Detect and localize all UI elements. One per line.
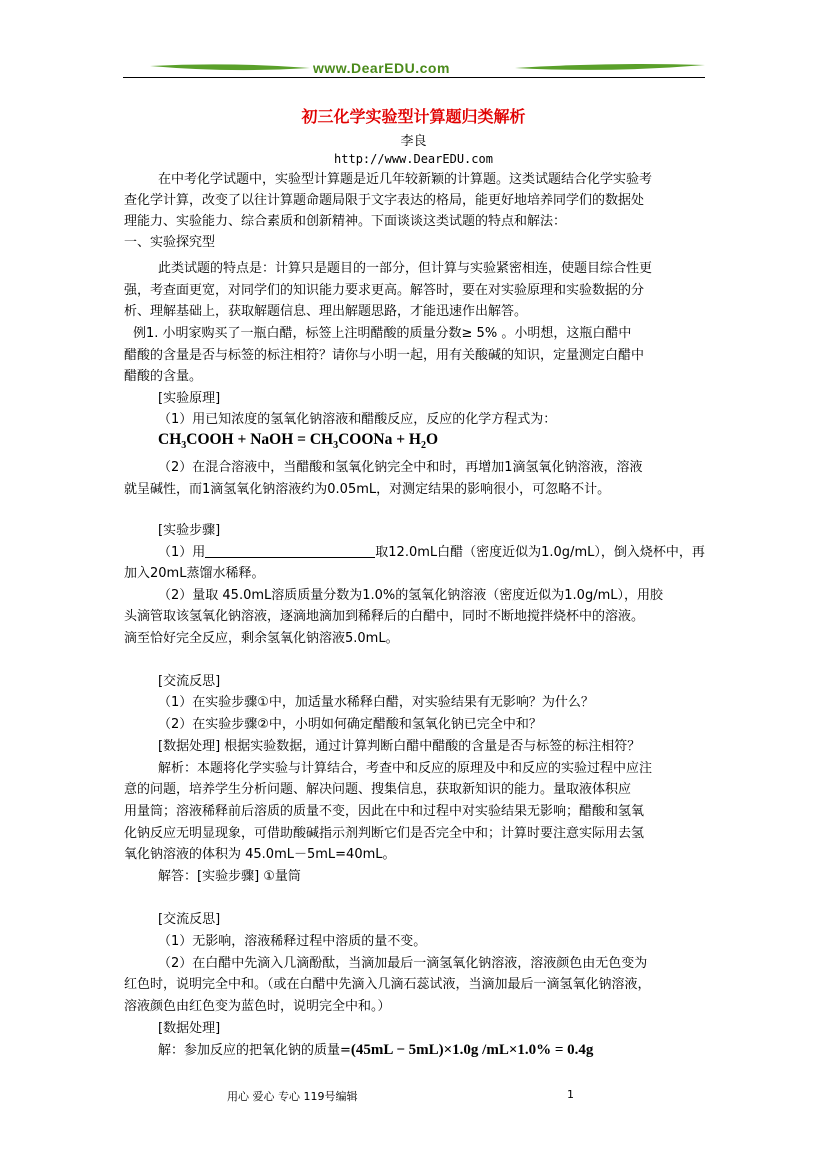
paragraph-line: 查化学计算，改变了以往计算题命题局限于文字表达的格局，能更好地培养同学们的数据处 — [124, 193, 645, 208]
example-line: 醋酸的含量是否与标签的标注相符？请你与小明一起，用有关酸碱的知识，定量测定白醋中 — [124, 348, 645, 363]
principle-line: （1）用已知浓度的氢氧化钠溶液和醋酸反应，反应的化学方程式为： — [158, 412, 557, 427]
data-question: [数据处理] 根据实验数据，通过计算判断白醋中醋酸的含量是否与标签的标注相符？ — [158, 739, 641, 754]
analysis-line: 氧化钠溶液的体积为 45.0mL－5mL=40mL。 — [124, 847, 396, 862]
chemical-equation: $CH_3COOH$ + NaOH = $CH_3COONa + H_2O$ — [158, 431, 439, 452]
answer-blank — [205, 543, 375, 558]
analysis-line: 意的问题，培养学生分析问题、解决问题、搜集信息，获取新知识的能力。量取液体积应 — [124, 782, 632, 797]
paragraph-line: 理能力、实验能力、综合素质和创新精神。下面谈谈这类试题的特点和解法： — [124, 214, 567, 229]
reflect-heading: [交流反思] — [158, 674, 221, 689]
page-footer: 用心 爱心 专心 119号编辑 — [227, 1090, 358, 1103]
header-logo: www.DearEDU.com — [313, 60, 450, 76]
data-heading: [数据处理] — [158, 1021, 221, 1036]
example-line: 醋酸的含量。 — [124, 369, 203, 384]
answer-line: 解答：[实验步骤] ①量筒 — [158, 869, 301, 884]
document-url: http://www.DearEDU.com — [334, 152, 493, 166]
principle-line: 就呈碱性，而1滴氢氧化钠溶液约为0.05mL，对测定结果的影响很小，可忽略不计。 — [124, 482, 611, 497]
reflect-question: （1）在实验步骤①中，加适量水稀释白醋，对实验结果有无影响？为什么？ — [158, 695, 594, 710]
paragraph-line: 此类试题的特点是：计算只是题目的一部分，但计算与实验紧密相连，使题目综合性更 — [158, 261, 653, 276]
steps-heading: [实验步骤] — [158, 523, 221, 538]
paragraph-line: 析、理解基础上，获取解题信息、理出解题思路，才能迅速作出解答。 — [124, 304, 528, 319]
solution-line: 解：参加反应的把氧化钠的质量=(45mL − 5mL)×1.0g /mL×1.0% = 0.4g — [158, 1042, 594, 1058]
step-line: （2）量取 45.0mL溶质质量分数为1.0%的氢氧化钠溶液（密度近似为1.0g/mL），用胶 — [158, 588, 663, 603]
reflect-answer: 红色时，说明完全中和。（或在白醋中先滴入几滴石蕊试液，当滴加最后一滴氢氧化钠溶液， — [124, 977, 651, 992]
principle-heading: [实验原理] — [158, 391, 221, 406]
step-line: 加入20mL蒸馏水稀释。 — [124, 566, 265, 581]
example-line: 例1. 小明家购买了一瓶白醋，标签上注明醋酸的质量分数≥ 5% 。小明想，这瓶白醋中 — [133, 326, 632, 341]
header-rule — [123, 77, 705, 78]
reflect-question: （2）在实验步骤②中，小明如何确定醋酸和氢氧化钠已完全中和？ — [158, 717, 542, 732]
principle-line: （2）在混合溶液中，当醋酸和氢氧化钠完全中和时，再增加1滴氢氧化钠溶液，溶液 — [158, 460, 643, 475]
section-heading: 一、实验探究型 — [124, 235, 216, 250]
analysis-line: 用量筒；溶液稀释前后溶质的质量不变，因此在中和过程中对实验结果无影响；醋酸和氢氧 — [124, 804, 645, 819]
step-line: （1）用 取12.0mL白醋（密度近似为1.0g/mL），倒入烧杯中，再 — [158, 545, 705, 560]
paragraph-line: 强，考查面更宽，对同学们的知识能力要求更高。解答时，要在对实验原理和实验数据的分 — [124, 283, 645, 298]
reflect-heading: [交流反思] — [158, 912, 221, 927]
reflect-answer: （2）在白醋中先滴入几滴酚酞，当滴加最后一滴氢氧化钠溶液，溶液颜色由无色变为 — [158, 956, 648, 971]
paragraph-line: 在中考化学试题中，实验型计算题是近几年较新颖的计算题。这类试题结合化学实验考 — [158, 172, 653, 187]
analysis-line: 化钠反应无明显现象，可借助酸碱指示剂判断它们是否完全中和；计算时要注意实际用去氢 — [124, 826, 645, 841]
step-line: 头滴管取该氢氧化钠溶液，逐滴地滴加到稀释后的白醋中，同时不断地搅拌烧杯中的溶液。 — [124, 609, 645, 624]
document-title: 初三化学实验型计算题归类解析 — [301, 107, 526, 126]
page-number: 1 — [567, 1088, 574, 1101]
header-swoosh-right — [515, 62, 705, 74]
document-author: 李良 — [400, 134, 427, 149]
header-swoosh-left — [150, 62, 310, 74]
reflect-answer: 溶液颜色由红色变为蓝色时，说明完全中和。） — [124, 999, 391, 1014]
solution-formula: (45mL − 5mL)×1.0g /mL×1.0% = 0.4g — [350, 1042, 594, 1058]
step-line: 滴至恰好完全反应，剩余氢氧化钠溶液5.0mL。 — [124, 631, 399, 646]
analysis-line: 解析：本题将化学实验与计算结合，考查中和反应的原理及中和反应的实验过程中应注 — [158, 761, 653, 776]
reflect-answer: （1）无影响，溶液稀释过程中溶质的量不变。 — [158, 934, 427, 949]
